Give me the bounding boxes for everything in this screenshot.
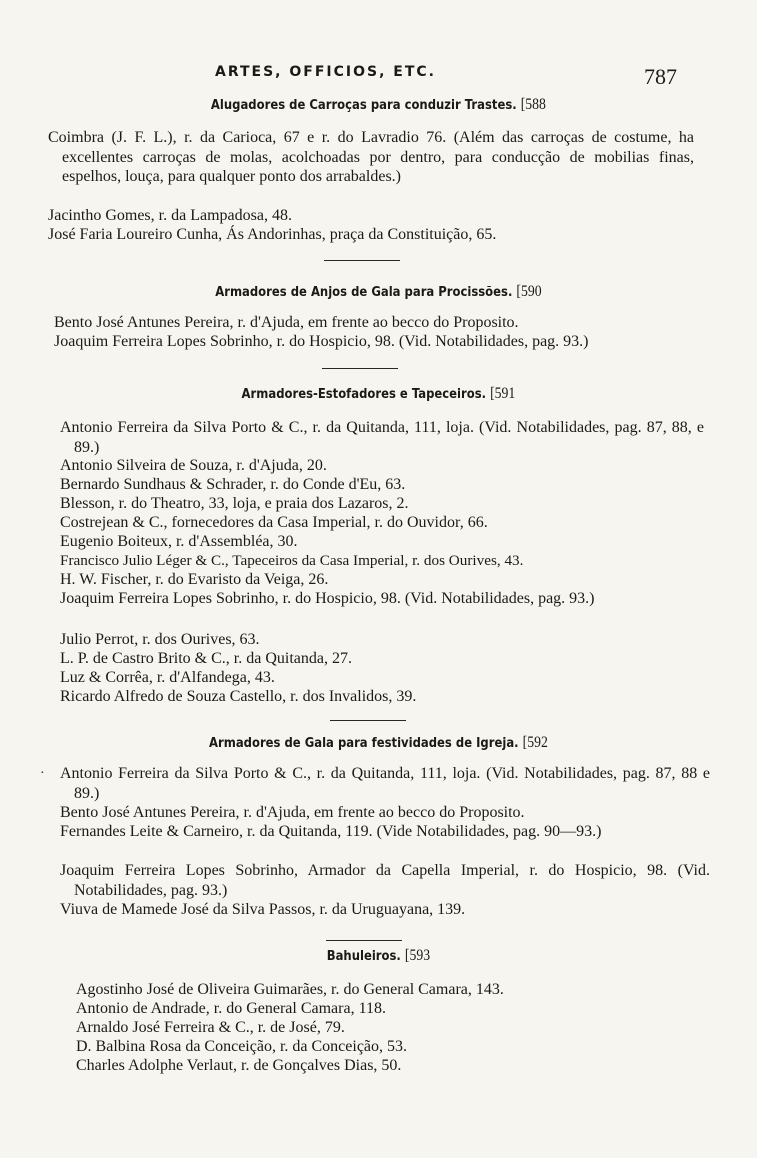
section-heading-592 <box>53 734 704 752</box>
section-divider <box>324 260 400 261</box>
section-divider <box>330 720 406 721</box>
page-number: 787 <box>644 64 677 89</box>
section-heading-593 <box>53 947 704 965</box>
list-item: D. Balbina Rosa da Conceição, r. da Conceição, 53. <box>76 1038 408 1055</box>
list-item: Bento José Antunes Pereira, r. d'Ajuda, em frente ao becco do Proposito. <box>60 804 525 821</box>
list-item: Antonio Ferreira da Silva Porto & C., r. da Quitanda, 111, loja. (Vid. Notabilidades, pag. 87, 88 e 89.) <box>60 765 710 802</box>
section-number: [591 <box>490 385 516 402</box>
list-item: José Faria Loureiro Cunha, Ás Andorinhas, praça da Constituição, 65. <box>48 226 497 243</box>
section-title: Armadores de Gala para festividades de Igreja. <box>209 735 519 751</box>
list-item: Joaquim Ferreira Lopes Sobrinho, r. do Hospicio, 98. (Vid. Notabilidades, pag. 93.) <box>60 590 595 607</box>
list-item: L. P. de Castro Brito & C., r. da Quitanda, 27. <box>60 650 352 667</box>
section-title: Armadores-Estofadores e Tapeceiros. <box>241 386 487 402</box>
list-item: Bento José Antunes Pereira, r. d'Ajuda, em frente ao becco do Proposito. <box>54 314 519 331</box>
list-item: Ricardo Alfredo de Souza Castello, r. dos Invalidos, 39. <box>60 688 417 705</box>
section-heading-590 <box>53 283 704 301</box>
list-item: Antonio Ferreira da Silva Porto & C., r. da Quitanda, 111, loja. (Vid. Notabilidades, pag. 87, 88, e 89.) <box>60 419 704 456</box>
section-number: [588 <box>520 96 546 113</box>
list-item: Agostinho José de Oliveira Guimarães, r. do General Camara, 143. <box>76 981 504 998</box>
list-item: Fernandes Leite & Carneiro, r. da Quitanda, 119. (Vide Notabilidades, pag. 90—93.) <box>60 823 602 840</box>
list-item: Francisco Julio Léger & C., Tapeceiros da Casa Imperial, r. dos Ourives, 43. <box>60 552 524 569</box>
section-heading-588 <box>53 96 704 114</box>
section-number: [590 <box>516 283 542 300</box>
list-item: Costrejean & C., fornecedores da Casa Imperial, r. do Ouvidor, 66. <box>60 514 488 531</box>
list-item: Luz & Corrêa, r. d'Alfandega, 43. <box>60 669 275 686</box>
section-title: Bahuleiros. <box>326 948 401 964</box>
list-item: Bernardo Sundhaus & Schrader, r. do Conde d'Eu, 63. <box>60 476 406 493</box>
list-item: Julio Perrot, r. dos Ourives, 63. <box>60 631 260 648</box>
list-item: H. W. Fischer, r. do Evaristo da Veiga, 26. <box>60 571 329 588</box>
list-item: Jacintho Gomes, r. da Lampadosa, 48. <box>48 207 292 224</box>
list-item: Joaquim Ferreira Lopes Sobrinho, Armador da Capella Imperial, r. do Hospicio, 98. (Vid. Notabilidades, pag. 93.) <box>60 862 710 899</box>
list-item: Viuva de Mamede José da Silva Passos, r. da Uruguayana, 139. <box>60 901 466 918</box>
section-number: [593 <box>404 947 431 964</box>
list-item: Antonio de Andrade, r. do General Camara, 118. <box>76 1000 386 1017</box>
margin-mark: · <box>40 766 45 781</box>
running-head: ARTES, OFFICIOS, ETC. <box>215 64 436 80</box>
list-item: Coimbra (J. F. L.), r. da Carioca, 67 e r. do Lavradio 76. (Além das carroças de costume, ha excellentes carroças de molas, acolchoadas por dentro, para conducção de mobilias finas, espelhos, louça, para qualquer ponto dos arrabaldes.) <box>48 129 694 185</box>
section-title: Alugadores de Carroças para conduzir Trastes. <box>210 97 517 113</box>
list-item: Antonio Silveira de Souza, r. d'Ajuda, 20. <box>60 457 327 474</box>
list-item: Arnaldo José Ferreira & C., r. de José, 79. <box>76 1019 345 1036</box>
list-item: Joaquim Ferreira Lopes Sobrinho, r. do Hospicio, 98. (Vid. Notabilidades, pag. 93.) <box>54 333 589 350</box>
list-item: Eugenio Boiteux, r. d'Assembléa, 30. <box>60 533 298 550</box>
list-item: Charles Adolphe Verlaut, r. de Gonçalves Dias, 50. <box>76 1057 402 1074</box>
list-item: Blesson, r. do Theatro, 33, loja, e praia dos Lazaros, 2. <box>60 495 409 512</box>
section-divider <box>326 940 402 941</box>
section-number: [592 <box>522 734 548 751</box>
section-heading-591 <box>53 385 704 403</box>
section-title: Armadores de Anjos de Gala para Procissões. <box>215 284 513 300</box>
section-divider <box>322 368 398 369</box>
